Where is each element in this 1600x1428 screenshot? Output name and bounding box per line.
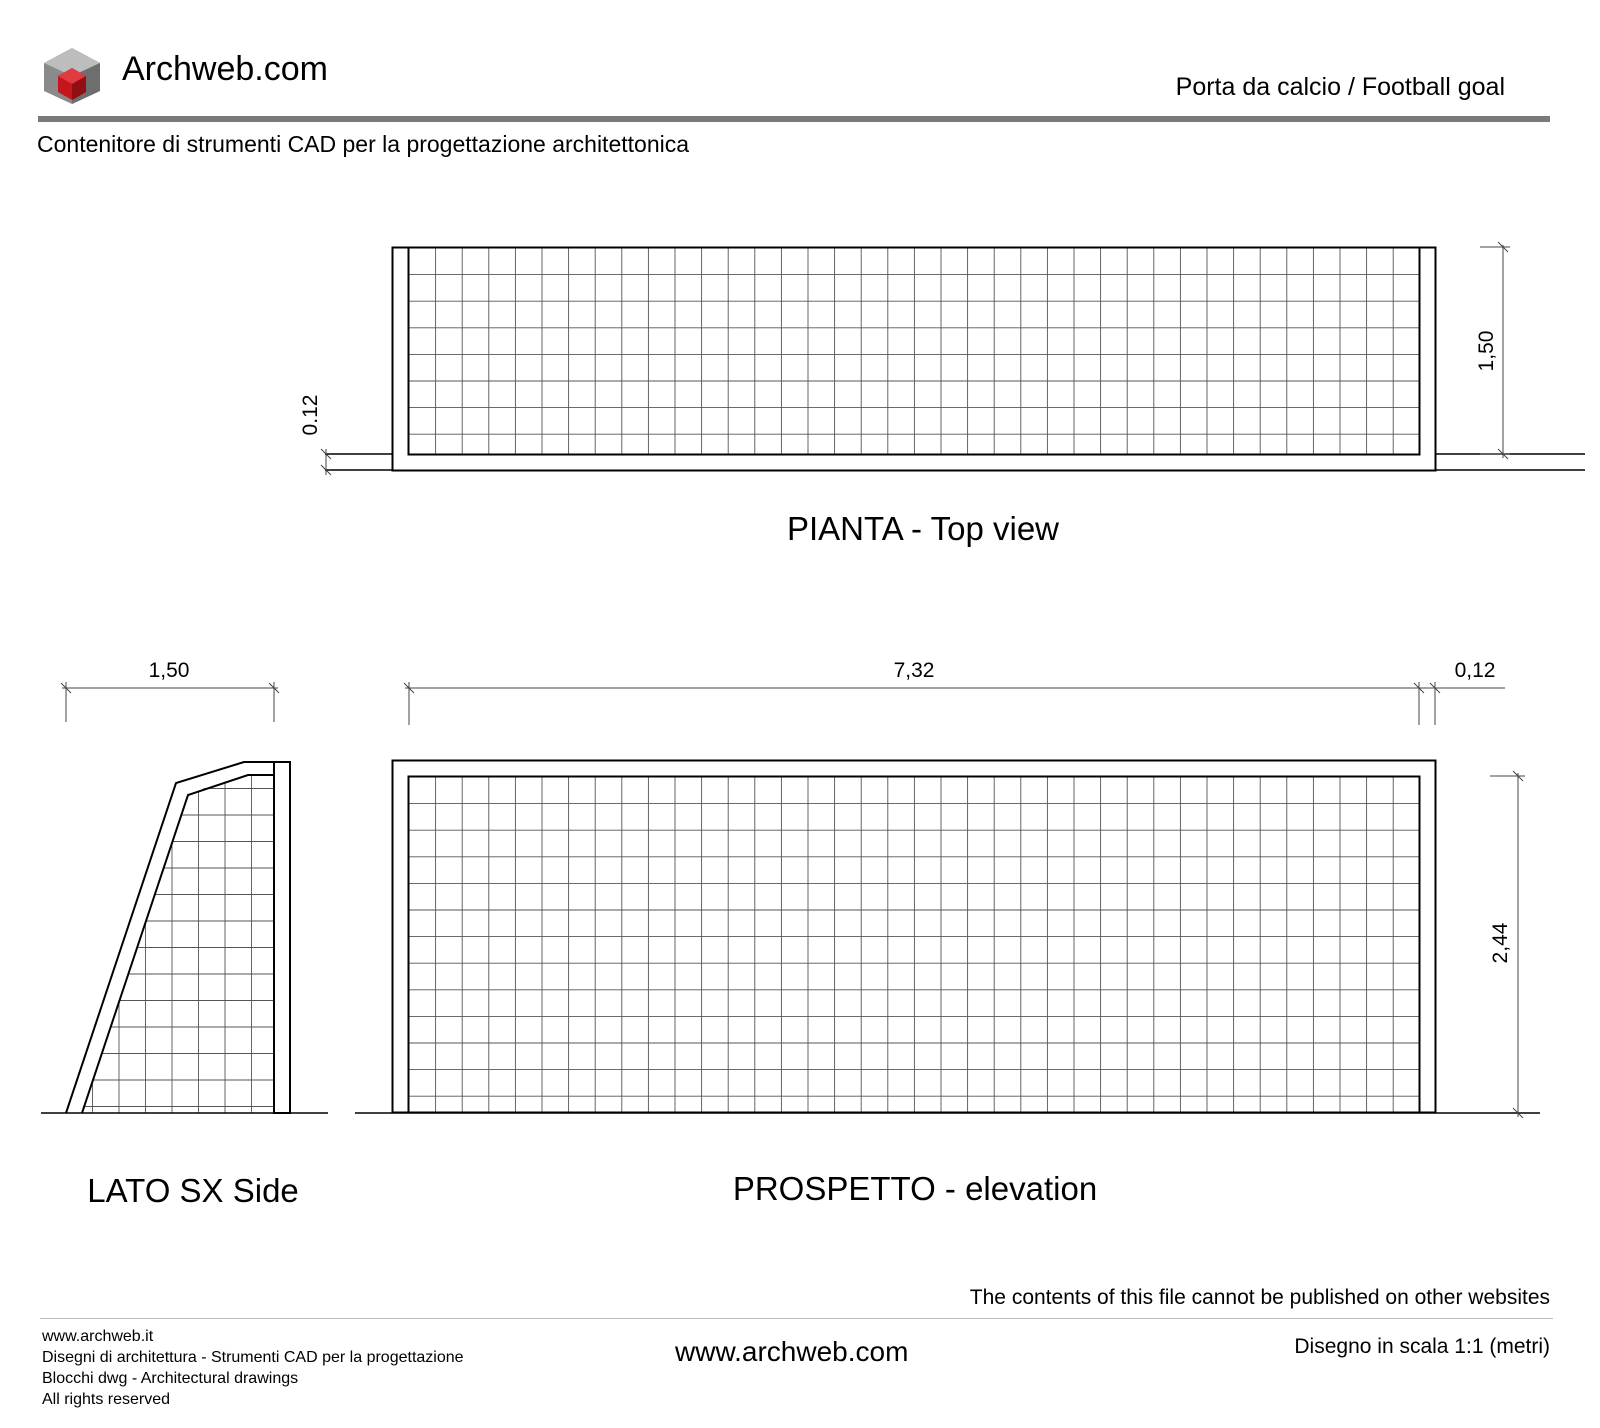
- side-view: [41, 659, 328, 1209]
- drawing-title: Porta da calcio / Football goal: [1175, 73, 1505, 101]
- footer-line-2: Disegni di architettura - Strumenti CAD per la progettazione: [42, 1349, 464, 1366]
- elevation-dim-post-label: 0,12: [1454, 659, 1496, 682]
- footer-site-link[interactable]: www.archweb.it: [42, 1328, 154, 1345]
- top-dim-post-label: 0.12: [299, 394, 322, 436]
- side-view-frame-inner: [82, 775, 274, 1113]
- site-subtitle: Contenitore di strumenti CAD per la progettazione architettonica: [37, 131, 690, 157]
- side-dim-depth-line: [61, 682, 279, 722]
- top-view-net: [409, 248, 1419, 454]
- top-view: [299, 242, 1585, 547]
- elevation-net: [409, 777, 1419, 1113]
- side-view-post: [274, 762, 290, 1113]
- elevation-dim-width-label: 7,32: [893, 659, 935, 682]
- footer-info: [42, 1326, 464, 1410]
- elevation-dim-height-label: 2,44: [1489, 922, 1512, 964]
- footer-rule: [40, 1318, 1553, 1319]
- top-dim-post-line: [321, 449, 331, 475]
- top-view-label: PIANTA - Top view: [786, 510, 1060, 547]
- footer-line-4: All rights reserved: [42, 1391, 171, 1408]
- elevation-view: [355, 659, 1540, 1207]
- side-dim-depth-label: 1,50: [148, 659, 190, 682]
- top-dim-depth-label: 1,50: [1475, 330, 1498, 372]
- side-view-label: LATO SX Side: [87, 1172, 299, 1209]
- brand-name[interactable]: Archweb.com: [122, 50, 328, 88]
- elevation-view-label: PROSPETTO - elevation: [732, 1170, 1098, 1207]
- elevation-dim-width-line: [404, 682, 1505, 725]
- side-view-net: [66, 762, 274, 1113]
- footer-website-link[interactable]: www.archweb.com: [675, 1336, 909, 1367]
- footer-line-3: Blocchi dwg - Architectural drawings: [42, 1370, 299, 1387]
- drawing-scale: Disegno in scala 1:1 (metri): [1294, 1335, 1550, 1358]
- copyright-notice: The contents of this file cannot be published on other websites: [969, 1286, 1550, 1309]
